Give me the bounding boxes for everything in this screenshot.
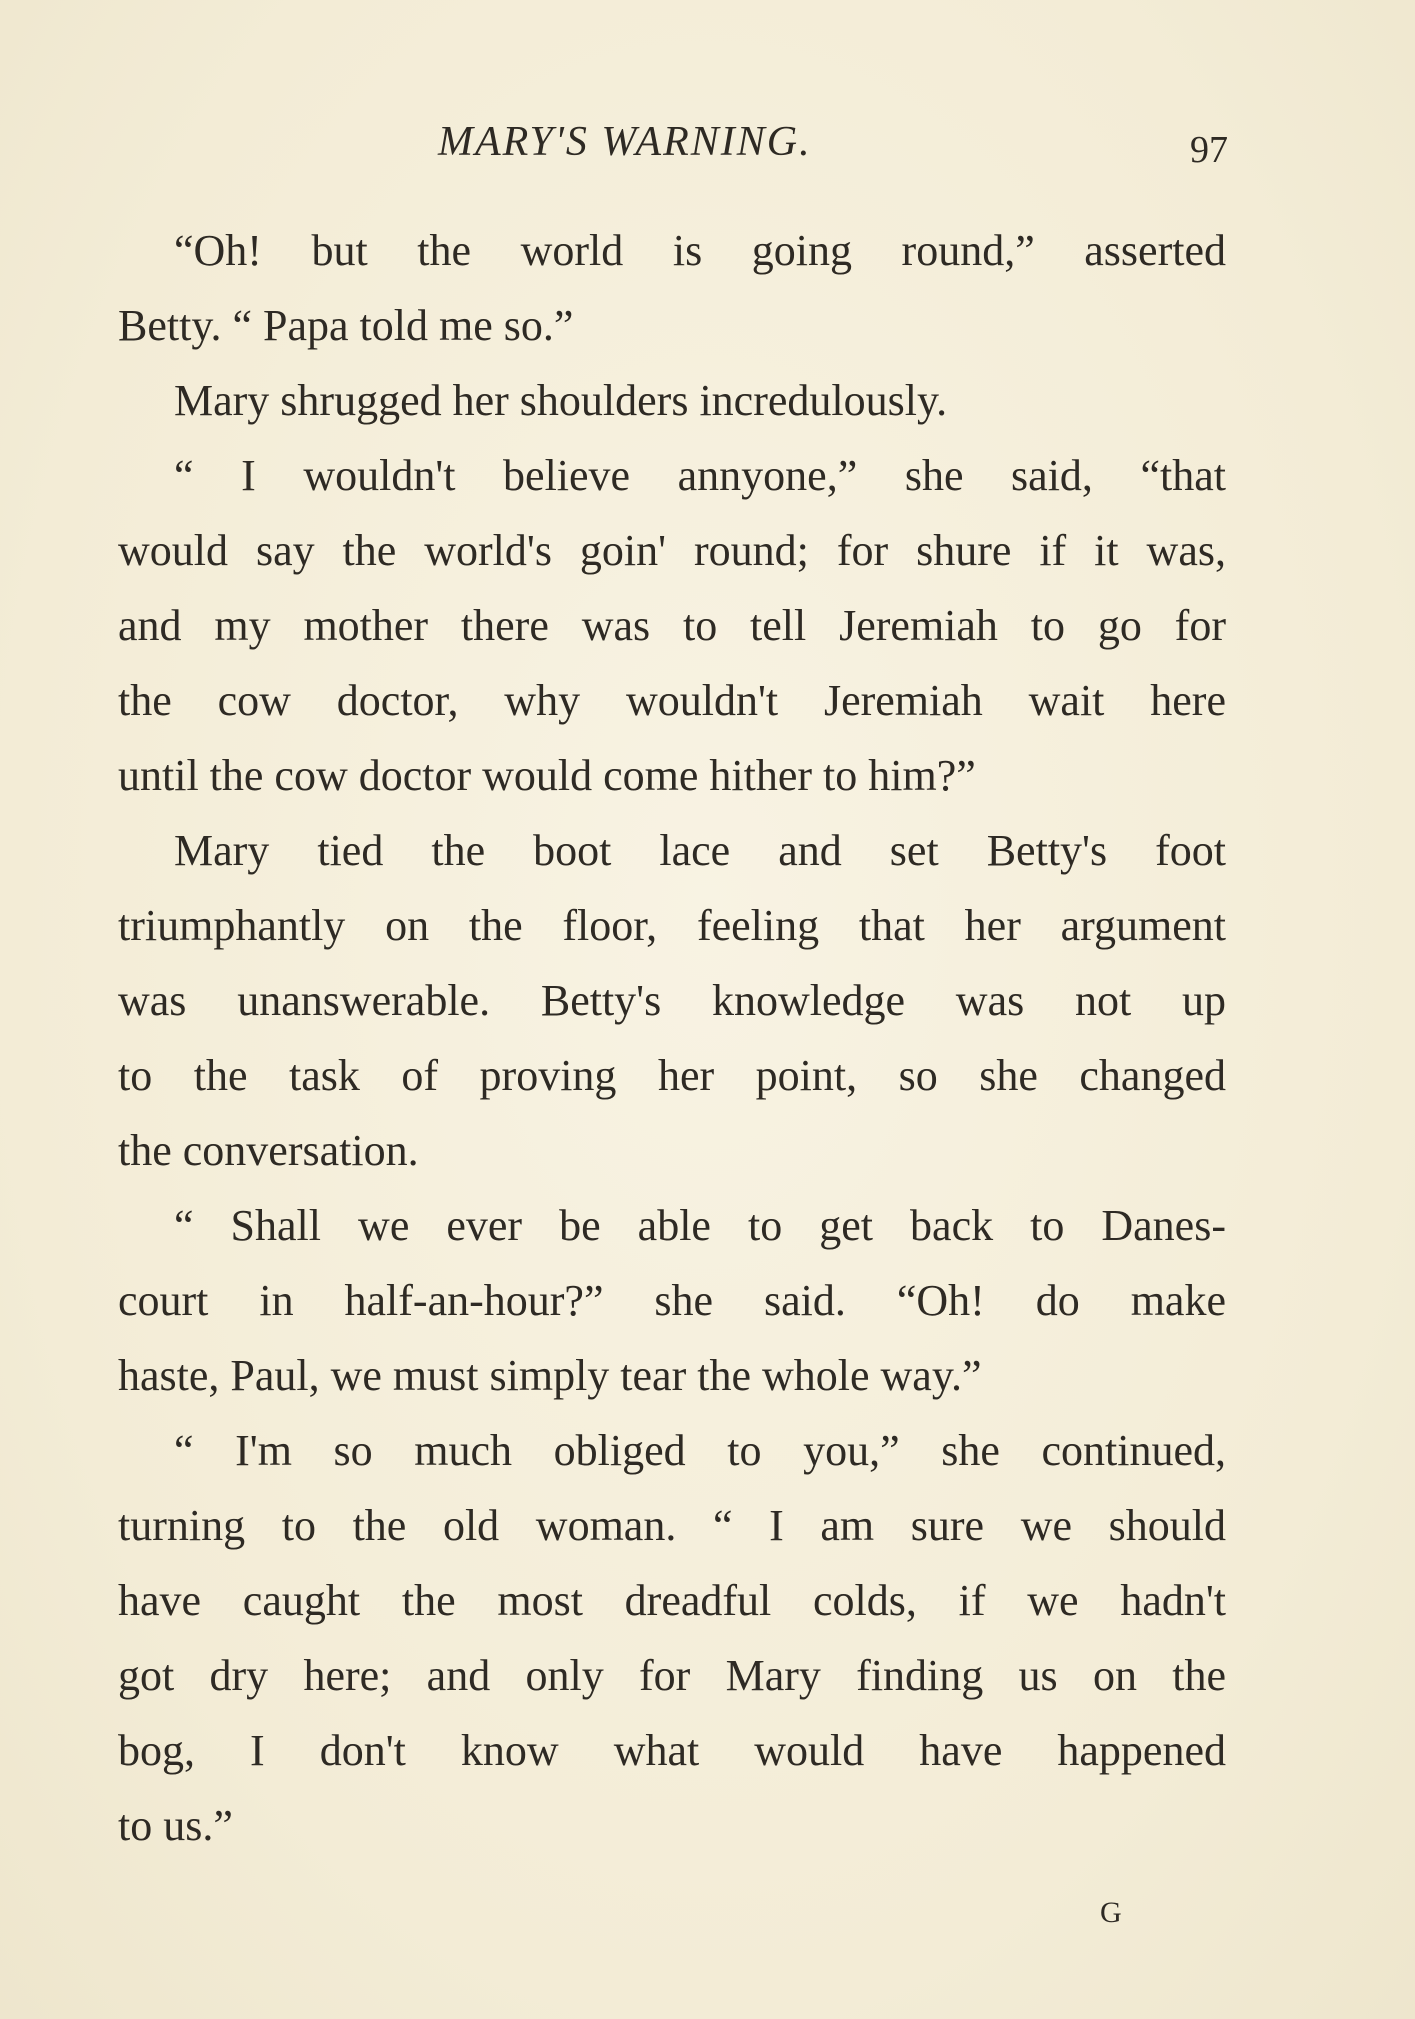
text-line-3: Mary shrugged her shoulders incredulously. (174, 376, 948, 425)
running-head (0, 112, 1415, 172)
text-line-9: Mary tied the boot lace and set Betty's foot (174, 826, 1226, 875)
text-line-12: to the task of proving her point, so she changed (118, 1051, 1226, 1100)
text-line-16: haste, Paul, we must simply tear the whole way.” (118, 1351, 982, 1400)
text-line-11: was unanswerable. Betty's knowledge was not up (118, 976, 1226, 1025)
text-line-2: Betty. “ Papa told me so.” (118, 301, 574, 350)
text-line-18: turning to the old woman. “ I am sure we should (118, 1501, 1226, 1550)
text-line-8: until the cow doctor would come hither to him?” (118, 751, 976, 800)
text-line-17: “ I'm so much obliged to you,” she continued, (174, 1426, 1226, 1475)
text-line-20: got dry here; and only for Mary finding us on the (118, 1651, 1226, 1700)
text-line-10: triumphantly on the floor, feeling that her argument (118, 901, 1226, 950)
text-line-22: to us.” (118, 1801, 233, 1850)
running-title: MARY'S WARNING. (438, 119, 812, 165)
text-line-6: and my mother there was to tell Jeremiah to go for (118, 601, 1226, 650)
text-line-7: the cow doctor, why wouldn't Jeremiah wait here (118, 676, 1226, 725)
text-line-13: the conversation. (118, 1126, 419, 1175)
text-line-15: court in half-an-hour?” she said. “Oh! do make (118, 1276, 1226, 1325)
text-line-21: bog, I don't know what would have happened (118, 1726, 1226, 1775)
signature-mark: G (1100, 1896, 1123, 1929)
text-line-19: have caught the most dreadful colds, if we hadn't (118, 1576, 1226, 1625)
text-line-5: would say the world's goin' round; for shure if it was, (118, 526, 1226, 575)
body-text (118, 213, 1226, 1863)
text-line-1: “Oh! but the world is going round,” asserted (174, 226, 1226, 275)
text-line-14: “ Shall we ever be able to get back to Danes- (174, 1201, 1226, 1250)
text-line-4: “ I wouldn't believe annyone,” she said, “that (174, 451, 1226, 500)
page-number: 97 (1190, 129, 1228, 171)
